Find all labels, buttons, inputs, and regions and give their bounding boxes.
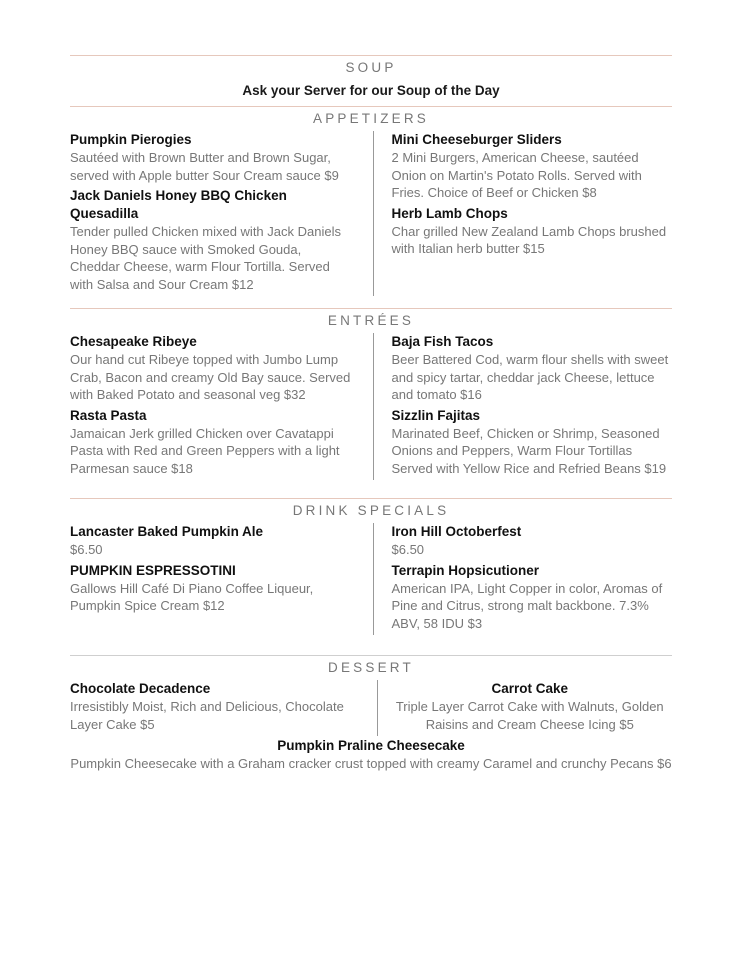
item-price: $6.50 <box>70 542 103 557</box>
menu-item <box>392 407 673 478</box>
menu-item <box>70 131 351 184</box>
appetizers-right-column <box>374 131 673 296</box>
appetizers-columns <box>70 131 672 296</box>
item-description: Char grilled New Zealand Lamb Chops brushed with Italian herb butter $15 <box>391 223 667 256</box>
menu-item <box>70 562 351 615</box>
menu-item <box>70 187 351 293</box>
item-description: Marinated Beef, Chicken or Shrimp, Seasoned Onions and Peppers, Warm Flour Tortillas Served with Yellow Rice and Refried Beans $19 <box>391 425 667 476</box>
dessert-right-column <box>378 680 673 736</box>
item-description: 2 Mini Burgers, American Cheese, sautéed Onion on Martin's Potato Rolls. Served with Fries. Choice of Beef or Chicken $8 <box>391 150 642 200</box>
menu-item <box>392 523 673 559</box>
item-description: American IPA, Light Copper in color, Aromas of Pine and Citrus, strong malt backbone. 7.3% ABV, 58 IDU $3 <box>391 580 663 631</box>
section-title-soup: SOUP <box>345 60 397 75</box>
item-description: Beer Battered Cod, warm flour shells with sweet and spicy tartar, cheddar jack Cheese, lettuce and tomato $16 <box>391 352 669 402</box>
divider <box>70 308 672 309</box>
entrees-right-column <box>374 333 673 480</box>
item-name: Chocolate Decadence <box>70 681 211 696</box>
section-title-drinks: DRINK SPECIALS <box>292 503 450 518</box>
menu-item <box>70 523 351 559</box>
item-name: Lancaster Baked Pumpkin Ale <box>70 524 264 539</box>
entrees-left-column <box>70 333 373 480</box>
item-description: Tender pulled Chicken mixed with Jack Daniels Honey BBQ sauce with Smoked Gouda, Cheddar Cheese, warm Flour Tortilla. Served with Salsa and Sour Cream $12 <box>70 224 341 292</box>
item-name: Pumpkin Pierogies <box>70 132 192 147</box>
menu-page <box>70 0 672 776</box>
section-title-appetizers: APPETIZERS <box>312 111 430 126</box>
item-name: Jack Daniels Honey BBQ Chicken Quesadilla <box>70 188 287 221</box>
divider <box>70 498 672 499</box>
drinks-columns <box>70 523 672 635</box>
drinks-left-column <box>70 523 373 635</box>
item-name: Terrapin Hopsicutioner <box>391 562 540 578</box>
item-description: Pumpkin Cheesecake with a Graham cracker crust topped with creamy Caramel and crunchy Pecans $6 <box>70 756 672 771</box>
divider <box>70 106 672 107</box>
dessert-columns <box>70 680 672 736</box>
menu-item <box>392 205 673 258</box>
divider <box>70 55 672 56</box>
menu-item <box>392 333 673 404</box>
item-name: Pumpkin Praline Cheesecake <box>277 738 465 753</box>
drinks-right-column <box>374 523 673 635</box>
menu-item <box>392 131 673 202</box>
item-description: Irresistibly Moist, Rich and Delicious, Chocolate Layer Cake $5 <box>70 699 344 732</box>
item-description: Gallows Hill Café Di Piano Coffee Liqueur, Pumpkin Spice Cream $12 <box>70 580 314 613</box>
item-description: Jamaican Jerk grilled Chicken over Cavatappi Pasta with Red and Green Peppers with a light Parmesan sauce $18 <box>70 425 340 476</box>
menu-item-featured <box>70 737 672 773</box>
item-name: Chesapeake Ribeye <box>70 334 197 349</box>
item-description: Triple Layer Carrot Cake with Walnuts, Golden Raisins and Cream Cheese Icing $5 <box>395 699 664 732</box>
menu-item <box>388 680 673 733</box>
menu-item <box>70 680 355 733</box>
menu-item <box>70 407 351 478</box>
section-title-entrees: ENTRÉES <box>327 313 415 328</box>
item-name: Iron Hill Octoberfest <box>391 524 522 539</box>
item-description: Our hand cut Ribeye topped with Jumbo Lump Crab, Bacon and creamy Old Bay sauce. Served with Baked Potato and seasonal veg $32 <box>70 352 351 402</box>
menu-item <box>392 562 673 633</box>
item-name: Herb Lamb Chops <box>391 205 508 221</box>
entrees-columns <box>70 333 672 480</box>
item-description: Sautéed with Brown Butter and Brown Sugar, served with Apple butter Sour Cream sauce $9 <box>70 150 339 183</box>
dessert-left-column <box>70 680 377 736</box>
menu-item <box>70 333 351 404</box>
item-name: Rasta Pasta <box>70 407 147 423</box>
item-name: Mini Cheeseburger Sliders <box>391 132 562 147</box>
appetizers-left-column <box>70 131 373 296</box>
item-name: Sizzlin Fajitas <box>391 407 481 423</box>
soup-note: Ask your Server for our Soup of the Day <box>242 83 500 98</box>
item-name: Carrot Cake <box>491 681 569 696</box>
divider <box>70 655 672 656</box>
item-name: PUMPKIN ESPRESSOTINI <box>70 562 236 578</box>
item-name: Baja Fish Tacos <box>391 334 494 349</box>
item-price: $6.50 <box>391 542 425 557</box>
section-title-dessert: DESSERT <box>328 660 414 675</box>
